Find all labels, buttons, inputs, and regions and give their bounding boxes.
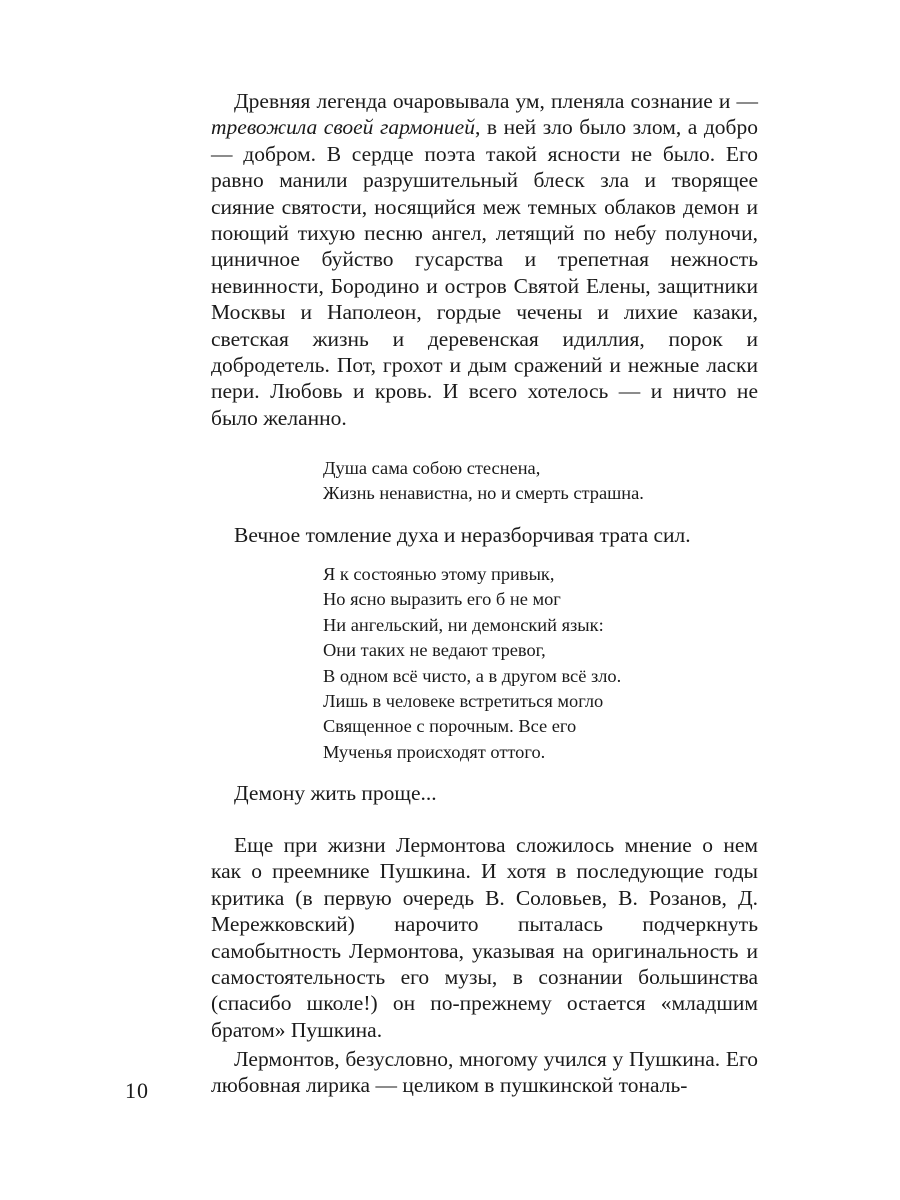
page-number: 10: [125, 1078, 149, 1103]
paragraph-text: Вечное томление духа и неразборчивая трата сил.: [234, 523, 691, 547]
verse-line: Они таких не ведают тревог,: [323, 640, 546, 661]
paragraph-successor: [211, 832, 758, 1043]
verse-line: Но ясно выразить его б не мог: [323, 589, 561, 610]
verse-line: Лишь в человеке встретиться могло: [323, 691, 604, 712]
paragraph-text: Демону жить проще...: [234, 781, 437, 805]
paragraph-lyric: [211, 1046, 758, 1099]
paragraph-legend: [211, 88, 758, 431]
paragraph-text: [211, 88, 758, 431]
paragraph-rest: , в ней зло было злом, а добро — добром. В сердце поэта такой ясности не было. Его равно манили разрушительный блеск зла и творящее сияние святости, носящийся меж темных облаков демон и поющий тихую песню ангел, летящий по небу полуночи, циничное буйство гусарства и трепетная нежность невинности, Бородино и остров Святой Елены, защитники Москвы и Наполеон, гордые чечены и лихие казаки, светская жизнь и деревенская идиллия, порок и добродетель. Пот, грохот и дым сражений и нежные ласки пери. Любовь и кровь. И всего хотелось — и ничто не было желанно.: [211, 115, 758, 430]
verse-line: Священное с порочным. Все его: [323, 716, 577, 737]
paragraph-languor: [211, 522, 758, 548]
verse-line: Жизнь ненавистна, но и смерть страшна.: [323, 483, 644, 504]
verse-line: В одном всё чисто, а в другом всё зло.: [323, 665, 622, 686]
verse-line: Ни ангельский, ни демонский язык:: [323, 614, 604, 635]
verse-line: Душа сама собою стеснена,: [323, 458, 541, 478]
italic-phrase: тревожила своей гармонией: [211, 115, 475, 140]
verse-quote-1: [323, 456, 753, 507]
paragraph-demon: [211, 780, 758, 806]
verse-quote-2: [323, 562, 753, 765]
paragraph-text: Еще при жизни Лермонтова сложилось мнение о нем как о преемнике Пушкина. И хотя в последующие годы критика (в первую очередь В. Соловьев, В. Розанов, Д. Мережковский) нарочито пыталась подчеркнуть самобытность Лермонтова, указывая на оригинальность и самостоятельность его музы, в сознании большинства (спасибо школе!) он по-прежнему остается «младшим братом» Пушкина.: [211, 833, 758, 1042]
verse-line: Мученья происходят оттого.: [323, 741, 546, 762]
paragraph-text: Лермонтов, безусловно, многому учился у Пушкина. Его любовная лирика — целиком в пушкинской тональ-: [211, 1047, 758, 1098]
verse-line: Я к состоянью этому привык,: [323, 564, 555, 584]
paragraph-lead: Древняя легенда очаровывала ум, пленяла сознание и —: [234, 89, 758, 113]
